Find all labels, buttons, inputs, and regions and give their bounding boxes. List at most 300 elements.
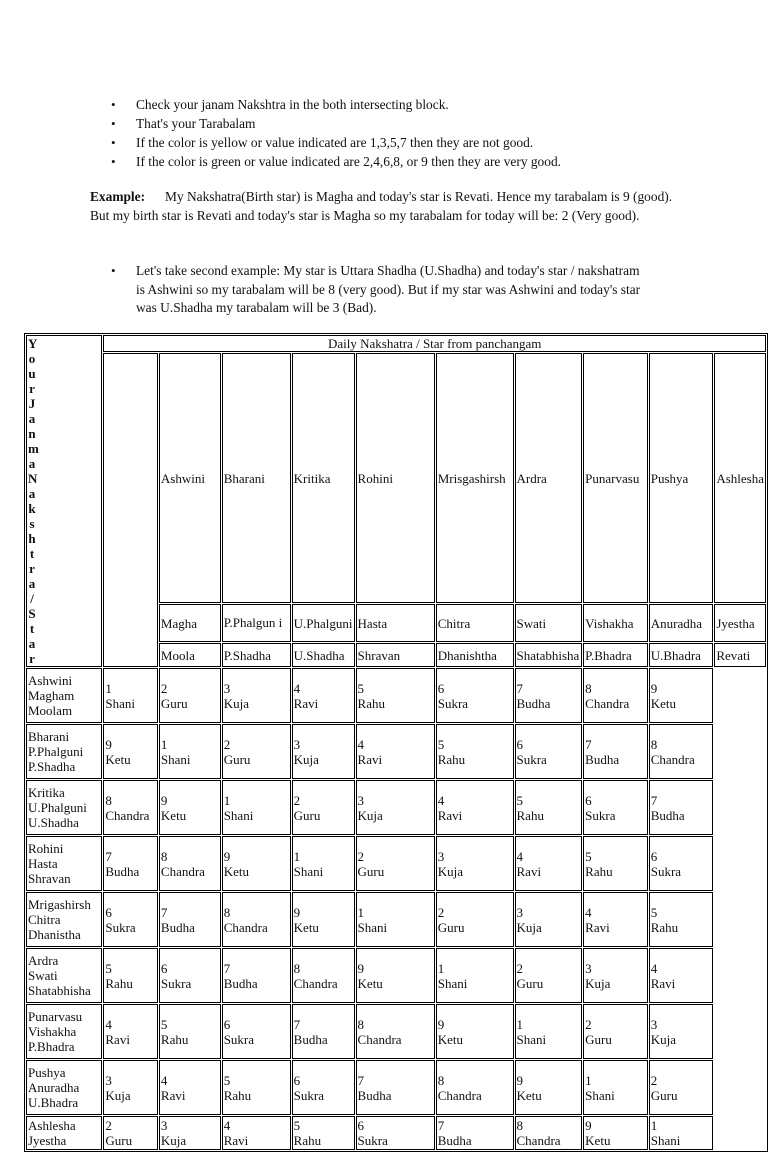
column-header-star: Vishakha bbox=[583, 604, 648, 642]
tarabalam-value: 5 bbox=[516, 792, 523, 808]
tarabalam-value: 4 bbox=[223, 1118, 231, 1133]
row-star-name: Chitra bbox=[28, 912, 61, 927]
tarabalam-cell bbox=[222, 1116, 291, 1150]
table-row bbox=[26, 836, 766, 891]
planet-name: Ketu bbox=[293, 919, 319, 935]
planet-name: Rahu bbox=[585, 863, 613, 879]
row-star-name: Hasta bbox=[28, 856, 58, 871]
side-label-char: r bbox=[29, 381, 35, 396]
table-row bbox=[26, 668, 766, 723]
planet-name: Guru bbox=[650, 1087, 678, 1103]
planet-name: Sukra bbox=[293, 1087, 324, 1103]
tarabalam-value: 9 bbox=[437, 1016, 445, 1032]
column-header-star: Rohini bbox=[356, 353, 435, 603]
tarabalam-value: 3 bbox=[357, 792, 365, 808]
tarabalam-cell bbox=[222, 668, 291, 723]
bullet-icon: • bbox=[111, 97, 116, 112]
column-header-star: Magha bbox=[159, 604, 221, 642]
tarabalam-value: 7 bbox=[650, 792, 658, 808]
tarabalam-cell bbox=[103, 1116, 158, 1150]
planet-name: Shani bbox=[223, 807, 254, 823]
column-header-star: U.Bhadra bbox=[649, 643, 714, 667]
tarabalam-value: 3 bbox=[516, 904, 523, 920]
planet-name: Rahu bbox=[293, 1133, 322, 1148]
tarabalam-cell bbox=[583, 724, 648, 779]
column-header-star: Ashlesha bbox=[714, 353, 766, 603]
row-star-name: Swati bbox=[28, 968, 58, 983]
planet-name: Budha bbox=[105, 863, 140, 879]
tarabalam-cell bbox=[436, 1004, 514, 1059]
tarabalam-value: 5 bbox=[357, 680, 365, 696]
side-label-char: a bbox=[28, 486, 36, 501]
column-header-star: Revati bbox=[714, 643, 766, 667]
row-star-name: Dhanistha bbox=[28, 927, 81, 942]
tarabalam-value: 9 bbox=[516, 1072, 523, 1088]
row-header-birth-stars bbox=[26, 1116, 102, 1150]
row-star-name: Rohini bbox=[28, 841, 64, 856]
tarabalam-value: 2 bbox=[293, 792, 301, 808]
tarabalam-cell bbox=[159, 1060, 221, 1115]
tarabalam-value: 1 bbox=[223, 792, 231, 808]
planet-name: Ravi bbox=[160, 1087, 186, 1103]
bullet-icon: • bbox=[111, 263, 116, 278]
planet-name: Guru bbox=[357, 863, 385, 879]
column-header-star: Kritika bbox=[292, 353, 355, 603]
tarabalam-cell bbox=[356, 836, 435, 891]
tarabalam-cell bbox=[649, 1116, 714, 1150]
tarabalam-value: 4 bbox=[357, 736, 365, 752]
side-label-char: Y bbox=[28, 336, 38, 351]
tarabalam-value: 3 bbox=[160, 1118, 168, 1133]
tarabalam-cell bbox=[292, 780, 355, 835]
column-header-star: P.Shadha bbox=[222, 643, 291, 667]
planet-name: Rahu bbox=[357, 695, 385, 711]
tarabalam-cell bbox=[583, 836, 648, 891]
header-corner bbox=[103, 353, 158, 667]
column-header-star: Shravan bbox=[356, 643, 435, 667]
tarabalam-cell bbox=[103, 836, 158, 891]
column-header-star: U.Phalguni bbox=[292, 604, 355, 642]
tarabalam-cell bbox=[515, 1060, 583, 1115]
planet-name: Kuja bbox=[650, 1031, 677, 1047]
tarabalam-cell bbox=[222, 836, 291, 891]
tarabalam-value: 6 bbox=[650, 848, 658, 864]
row-star-name: Mrigashirsh bbox=[28, 897, 91, 912]
planet-name: Guru bbox=[437, 919, 465, 935]
planet-name: Chandra bbox=[105, 807, 150, 823]
planet-name: Budha bbox=[585, 751, 620, 767]
planet-name: Kuja bbox=[357, 807, 383, 823]
row-star-name: Kritika bbox=[28, 785, 65, 800]
planet-name: Ravi bbox=[293, 695, 319, 711]
tarabalam-cell bbox=[356, 1060, 435, 1115]
tarabalam-value: 6 bbox=[437, 680, 445, 696]
side-label-char: S bbox=[28, 606, 36, 621]
tarabalam-cell bbox=[515, 836, 583, 891]
column-header-star: Ardra bbox=[515, 353, 583, 603]
table-row bbox=[26, 1116, 766, 1150]
planet-name: Ravi bbox=[585, 919, 610, 935]
tarabalam-value: 1 bbox=[293, 848, 301, 864]
tarabalam-value: 7 bbox=[223, 960, 231, 976]
tarabalam-cell bbox=[292, 1060, 355, 1115]
row-header-birth-stars bbox=[26, 1004, 102, 1059]
side-label-char: h bbox=[28, 531, 36, 546]
planet-name: Sukra bbox=[437, 695, 469, 711]
bullet-icon: • bbox=[111, 154, 116, 169]
tarabalam-cell bbox=[583, 1060, 648, 1115]
column-header-star: Dhanishtha bbox=[436, 643, 514, 667]
row-star-name: U.Shadha bbox=[28, 815, 79, 830]
column-header-star: Shatabhisha bbox=[515, 643, 583, 667]
planet-name: Budha bbox=[293, 1031, 328, 1047]
tarabalam-value: 5 bbox=[223, 1072, 231, 1088]
table-row bbox=[26, 948, 766, 1003]
row-header-birth-stars bbox=[26, 780, 102, 835]
planet-name: Guru bbox=[105, 1133, 133, 1148]
planet-name: Budha bbox=[516, 695, 551, 711]
row-star-name: Anuradha bbox=[28, 1080, 80, 1095]
tarabalam-cell bbox=[356, 668, 435, 723]
tarabalam-value: 4 bbox=[437, 792, 445, 808]
tarabalam-value: 1 bbox=[437, 960, 445, 976]
table-row bbox=[26, 1060, 766, 1115]
tarabalam-cell bbox=[436, 668, 514, 723]
tarabalam-value: 3 bbox=[293, 736, 301, 752]
tarabalam-cell bbox=[515, 1004, 583, 1059]
tarabalam-cell bbox=[159, 892, 221, 947]
tarabalam-value: 2 bbox=[223, 736, 231, 752]
tarabalam-cell bbox=[515, 948, 583, 1003]
column-header-star: Swati bbox=[515, 604, 583, 642]
tarabalam-value: 7 bbox=[357, 1072, 365, 1088]
side-label-char: N bbox=[28, 471, 38, 486]
planet-name: Kuja bbox=[105, 1087, 131, 1103]
planet-name: Chandra bbox=[650, 751, 695, 767]
table-title: Daily Nakshatra / Star from panchangam bbox=[103, 335, 766, 352]
tarabalam-cell bbox=[222, 948, 291, 1003]
column-header-star: P.Phalgun i bbox=[222, 604, 291, 642]
tarabalam-cell bbox=[436, 780, 514, 835]
instruction-item: • Check your janam Nakshtra in the both intersecting block. bbox=[111, 97, 449, 112]
planet-name: Ketu bbox=[437, 1031, 464, 1047]
tarabalam-value: 4 bbox=[650, 960, 658, 976]
tarabalam-value: 8 bbox=[650, 736, 658, 752]
planet-name: Ketu bbox=[105, 751, 131, 767]
table-row bbox=[26, 724, 766, 779]
planet-name: Sukra bbox=[650, 863, 682, 879]
planet-name: Budha bbox=[357, 1087, 392, 1103]
tarabalam-value: 8 bbox=[105, 792, 112, 808]
table-row bbox=[26, 780, 766, 835]
tarabalam-cell bbox=[159, 948, 221, 1003]
tarabalam-value: 5 bbox=[650, 904, 658, 920]
tarabalam-value: 4 bbox=[293, 680, 301, 696]
row-star-name: Vishakha bbox=[28, 1024, 77, 1039]
tarabalam-cell bbox=[583, 948, 648, 1003]
planet-name: Budha bbox=[437, 1133, 472, 1148]
second-example-item: • Let's take second example: My star is Uttara Shadha (U.Shadha) and today's star / nakshatram is Ashwini so my tarabalam will be 8 (very good). But if my star was Ashwini and today's star was U.Shadha my tarabalam will be 3 (Bad). bbox=[111, 263, 641, 315]
tarabalam-value: 9 bbox=[223, 848, 231, 864]
planet-name: Rahu bbox=[516, 807, 544, 823]
column-header-star: Jyestha bbox=[714, 604, 766, 642]
tarabalam-cell bbox=[292, 724, 355, 779]
tarabalam-cell bbox=[159, 836, 221, 891]
tarabalam-cell bbox=[292, 892, 355, 947]
tarabalam-cell bbox=[159, 1004, 221, 1059]
side-label-char: a bbox=[28, 411, 36, 426]
planet-name: Shani bbox=[437, 975, 468, 991]
column-header-star: Moola bbox=[159, 643, 221, 667]
tarabalam-cell bbox=[222, 1060, 291, 1115]
column-header-star: Mrisgashirsh bbox=[436, 353, 514, 603]
tarabalam-cell bbox=[356, 1116, 435, 1150]
planet-name: Sukra bbox=[516, 751, 547, 767]
tarabalam-value: 3 bbox=[437, 848, 445, 864]
tarabalam-cell bbox=[356, 948, 435, 1003]
tarabalam-cell bbox=[103, 948, 158, 1003]
planet-name: Guru bbox=[585, 1031, 612, 1047]
tarabalam-value: 2 bbox=[105, 1118, 112, 1133]
planet-name: Ravi bbox=[650, 975, 676, 991]
tarabalam-cell bbox=[292, 1004, 355, 1059]
tarabalam-value: 7 bbox=[293, 1016, 301, 1032]
side-label-char: o bbox=[28, 351, 36, 366]
side-label-char: r bbox=[29, 651, 35, 666]
tarabalam-cell bbox=[583, 892, 648, 947]
tarabalam-value: 3 bbox=[585, 960, 592, 976]
tarabalam-cell bbox=[436, 948, 514, 1003]
row-star-name: U.Bhadra bbox=[28, 1095, 79, 1110]
planet-name: Shani bbox=[105, 695, 135, 711]
planet-name: Ravi bbox=[357, 751, 383, 767]
side-label-char: J bbox=[28, 396, 36, 411]
tarabalam-value: 2 bbox=[437, 904, 445, 920]
planet-name: Ketu bbox=[516, 1087, 542, 1103]
instruction-item: • If the color is green or value indicated are 2,4,6,8, or 9 then they are very good. bbox=[111, 154, 561, 169]
tarabalam-value: 9 bbox=[650, 680, 658, 696]
tarabalam-value: 1 bbox=[516, 1016, 523, 1032]
tarabalam-value: 6 bbox=[516, 736, 523, 752]
row-star-name: P.Shadha bbox=[28, 759, 76, 774]
planet-name: Budha bbox=[223, 975, 258, 991]
side-label-char: m bbox=[28, 441, 39, 456]
instruction-item: • If the color is yellow or value indicated are 1,3,5,7 then they are not good. bbox=[111, 135, 534, 150]
tarabalam-cell bbox=[356, 780, 435, 835]
planet-name: Rahu bbox=[437, 751, 466, 767]
planet-name: Guru bbox=[223, 751, 251, 767]
side-label-char: / bbox=[30, 591, 34, 606]
tarabalam-value: 2 bbox=[516, 960, 523, 976]
planet-name: Rahu bbox=[223, 1087, 252, 1103]
instruction-item: • That's your Tarabalam bbox=[111, 116, 256, 131]
row-header-birth-stars bbox=[26, 948, 102, 1003]
row-header-birth-stars bbox=[26, 724, 102, 779]
tarabalam-cell bbox=[356, 724, 435, 779]
tarabalam-value: 8 bbox=[357, 1016, 365, 1032]
planet-name: Ketu bbox=[357, 975, 383, 991]
tarabalam-value: 6 bbox=[223, 1016, 231, 1032]
tarabalam-cell bbox=[222, 724, 291, 779]
tarabalam-value: 4 bbox=[105, 1016, 112, 1032]
janma-nakshatra-side-label bbox=[26, 335, 102, 667]
tarabalam-cell bbox=[159, 1116, 221, 1150]
row-star-name: Shatabhisha bbox=[28, 983, 91, 998]
tarabalam-cell bbox=[515, 668, 583, 723]
side-label-char: a bbox=[28, 636, 36, 651]
tarabalam-value: 6 bbox=[585, 792, 592, 808]
row-star-name: Punarvasu bbox=[28, 1009, 83, 1024]
tarabalam-cell bbox=[649, 892, 714, 947]
tarabalam-cell bbox=[103, 892, 158, 947]
tarabalam-cell bbox=[222, 1004, 291, 1059]
planet-name: Guru bbox=[516, 975, 544, 991]
planet-name: Ketu bbox=[585, 1133, 611, 1148]
tarabalam-value: 2 bbox=[650, 1072, 658, 1088]
planet-name: Kuja bbox=[585, 975, 611, 991]
planet-name: Sukra bbox=[223, 1031, 255, 1047]
planet-name: Sukra bbox=[160, 975, 192, 991]
tarabalam-cell bbox=[649, 836, 714, 891]
tarabalam-value: 6 bbox=[160, 960, 168, 976]
planet-name: Kuja bbox=[516, 919, 542, 935]
planet-name: Sukra bbox=[585, 807, 616, 823]
example-paragraph bbox=[90, 188, 680, 225]
tarabalam-value: 4 bbox=[585, 904, 592, 920]
planet-name: Shani bbox=[160, 751, 191, 767]
tarabalam-cell bbox=[649, 724, 714, 779]
tarabalam-value: 9 bbox=[293, 904, 301, 920]
tarabalam-cell bbox=[583, 1116, 648, 1150]
row-header-birth-stars bbox=[26, 836, 102, 891]
tarabalam-value: 5 bbox=[437, 736, 445, 752]
planet-name: Ravi bbox=[223, 1133, 249, 1148]
side-label-char: r bbox=[29, 561, 35, 576]
column-header-star: Pushya bbox=[649, 353, 714, 603]
tarabalam-value: 1 bbox=[160, 736, 168, 752]
planet-name: Shani bbox=[357, 919, 388, 935]
planet-name: Ravi bbox=[437, 807, 463, 823]
planet-name: Chandra bbox=[437, 1087, 482, 1103]
planet-name: Kuja bbox=[437, 863, 464, 879]
row-star-name: Shravan bbox=[28, 871, 71, 886]
column-header-star: Anuradha bbox=[649, 604, 714, 642]
planet-name: Guru bbox=[160, 695, 188, 711]
row-star-name: Magham bbox=[28, 688, 75, 703]
column-header-star: Hasta bbox=[356, 604, 435, 642]
column-header-star: Punarvasu bbox=[583, 353, 648, 603]
tarabalam-value: 2 bbox=[160, 680, 168, 696]
side-label-char: a bbox=[28, 456, 36, 471]
tarabalam-cell bbox=[292, 948, 355, 1003]
instruction-list bbox=[111, 95, 671, 171]
tarabalam-cell bbox=[649, 1060, 714, 1115]
tarabalam-cell bbox=[292, 668, 355, 723]
row-header-birth-stars bbox=[26, 892, 102, 947]
tarabalam-value: 6 bbox=[357, 1118, 365, 1133]
planet-name: Kuja bbox=[293, 751, 319, 767]
tarabalam-value: 3 bbox=[223, 680, 231, 696]
row-header-birth-stars bbox=[26, 668, 102, 723]
planet-name: Kuja bbox=[223, 695, 249, 711]
side-label-char: u bbox=[28, 366, 36, 381]
tarabalam-value: 7 bbox=[585, 736, 592, 752]
tarabalam-value: 5 bbox=[293, 1118, 301, 1133]
planet-name: Chandra bbox=[516, 1133, 561, 1148]
side-label-char: k bbox=[28, 501, 36, 516]
tarabalam-value: 8 bbox=[585, 680, 592, 696]
row-star-name: P.Bhadra bbox=[28, 1039, 75, 1054]
tarabalam-value: 6 bbox=[293, 1072, 301, 1088]
tarabalam-cell bbox=[583, 668, 648, 723]
tarabalam-cell bbox=[103, 1060, 158, 1115]
planet-name: Budha bbox=[160, 919, 195, 935]
planet-name: Ketu bbox=[650, 695, 677, 711]
planet-name: Ravi bbox=[105, 1031, 130, 1047]
tarabalam-cell bbox=[436, 892, 514, 947]
tarabalam-value: 5 bbox=[585, 848, 592, 864]
tarabalam-value: 8 bbox=[516, 1118, 523, 1133]
planet-name: Ketu bbox=[160, 807, 187, 823]
planet-name: Shani bbox=[293, 863, 324, 879]
tarabalam-value: 8 bbox=[223, 904, 231, 920]
tarabalam-cell bbox=[159, 780, 221, 835]
example-text: My Nakshatra(Birth star) is Magha and today's star is Revati. Hence my tarabalam is 9 (good). But my birth star is Revati and today's star is Magha so my tarabalam for today will be: 2 (Very good). bbox=[90, 189, 673, 223]
planet-name: Chandra bbox=[585, 695, 630, 711]
tarabalam-value: 8 bbox=[160, 848, 168, 864]
planet-name: Budha bbox=[650, 807, 685, 823]
tarabalam-cell bbox=[103, 1004, 158, 1059]
table-row bbox=[26, 892, 766, 947]
tarabalam-cell bbox=[356, 1004, 435, 1059]
tarabalam-value: 1 bbox=[357, 904, 365, 920]
tarabalam-value: 6 bbox=[105, 904, 112, 920]
tarabalam-cell bbox=[649, 780, 714, 835]
tarabalam-cell bbox=[583, 780, 648, 835]
tarabalam-value: 4 bbox=[516, 848, 523, 864]
planet-name: Chandra bbox=[223, 919, 268, 935]
row-star-name: Pushya bbox=[28, 1065, 66, 1080]
tarabalam-cell bbox=[292, 1116, 355, 1150]
tarabalam-cell bbox=[583, 1004, 648, 1059]
tarabalam-value: 4 bbox=[160, 1072, 168, 1088]
column-header-star: Chitra bbox=[436, 604, 514, 642]
planet-name: Shani bbox=[650, 1133, 681, 1148]
tarabalam-value: 9 bbox=[357, 960, 365, 976]
tarabalam-value: 7 bbox=[437, 1118, 445, 1133]
planet-name: Rahu bbox=[650, 919, 679, 935]
tarabalam-value: 7 bbox=[160, 904, 168, 920]
planet-name: Rahu bbox=[105, 975, 133, 991]
tarabalam-value: 9 bbox=[160, 792, 168, 808]
row-star-name: Ardra bbox=[28, 953, 59, 968]
row-star-name: U.Phalguni bbox=[28, 800, 87, 815]
table-row bbox=[26, 1004, 766, 1059]
tarabalam-cell bbox=[222, 780, 291, 835]
side-label-char: t bbox=[29, 546, 35, 561]
side-label-char: s bbox=[29, 516, 35, 531]
tarabalam-cell bbox=[515, 1116, 583, 1150]
tarabalam-cell bbox=[436, 836, 514, 891]
tarabalam-cell bbox=[515, 892, 583, 947]
tarabalam-value: 5 bbox=[105, 960, 112, 976]
tarabalam-cell bbox=[159, 668, 221, 723]
tarabalam-cell bbox=[436, 1060, 514, 1115]
tarabalam-cell bbox=[222, 892, 291, 947]
tarabalam-value: 8 bbox=[293, 960, 301, 976]
tarabalam-cell bbox=[356, 892, 435, 947]
column-header-star: Bharani bbox=[222, 353, 291, 603]
